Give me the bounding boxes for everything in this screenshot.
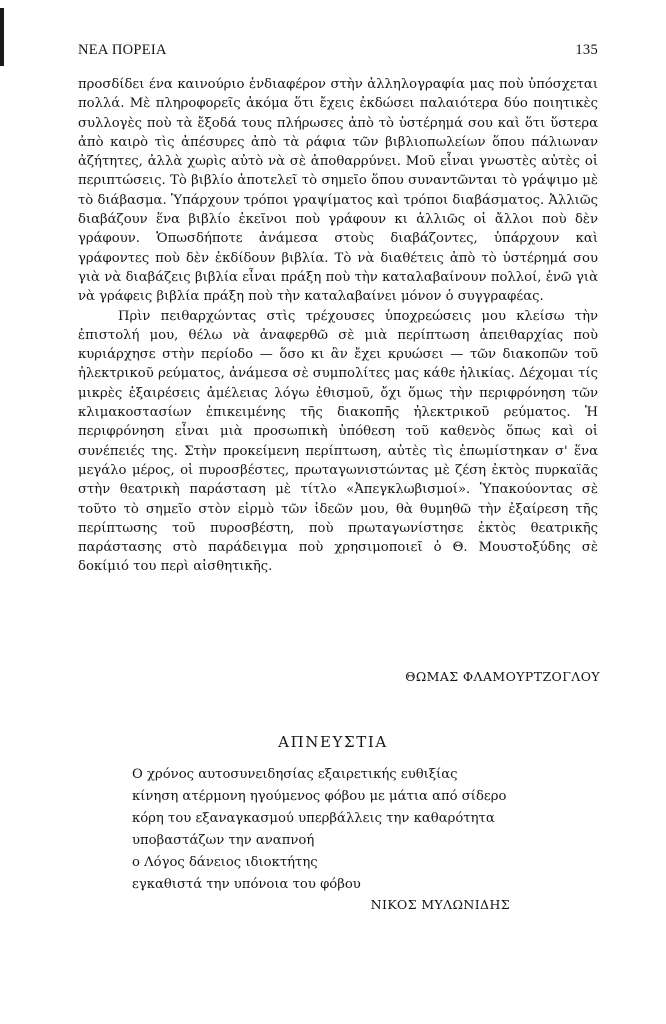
running-header	[78, 42, 598, 62]
poem-signature: ΝΙΚΟΣ ΜΥΛΩΝΙΔΗΣ	[370, 897, 510, 912]
letter-paragraph-2: Πρὶν πειθαρχώντας στὶς τρέχουσες ὑποχρεώσεις μου κλείσω τὴν ἐπιστολή μου, θέλω νὰ ἀναφερθῶ σὲ μιὰ περίπτωση ἀπειθαρχίας ποὺ κυριάρχησε στὴν περίοδο — ὅσο κι ἂν ἔχει κρυώσει — τῶν διακοπῶν τοῦ ἠλεκτρικοῦ ρεύματος, ἀνάμεσα σὲ συμπολίτες μας κάθε ἡλικίας. Δέχομαι τίς μικρὲς ἐξαιρέσεις ἀμέλειας λόγω ἐθισμοῦ, ὄχι ὅμως τὴν περιφρόνηση τῶν κλιμακοστασίων ἐπικειμένης τῆς διακοπῆς ἠλεκτρικοῦ ρεύματος. Ἡ περιφρόνηση εἶναι μιὰ προσωπικὴ ὑπόθεση τοῦ καθενὸς ὅπως καὶ οἱ συνέπειές της. Στὴν προκείμενη περίπτωση, αὐτὲς τὶς ἐπωμίστηκαν σ' ἕνα μεγάλο μέρος, οἱ πυροσβέστες, πρωταγωνιστώντας μὲ ζέση ἐκτὸς πυρκαϊᾶς στὴν θεατρικὴ παράσταση μὲ τίτλο «Ἀπεγκλωβισμοί». Ὑπακούοντας σὲ τοῦτο τὸ σημεῖο στὸν εἱρμὸ τῶν ἰδεῶν μου, θὰ θυμηθῶ τὴν ἐξαίρεση τῆς περίπτωσης τοῦ πυροσβέστη, ποὺ πρωταγωνίστησε ἐκτὸς θεατρικῆς παράστασης στὸ παράδειγμα ποὺ χρησιμοποιεῖ ὁ Θ. Μουστοξύδης σὲ δοκίμιό του περὶ αἰσθητικῆς.	[78, 308, 598, 575]
letter-body	[78, 75, 598, 577]
journal-title: ΝΕΑ ΠΟΡΕΙΑ	[78, 42, 167, 58]
poem-line-4: υποβαστάζων την αναπνοή	[132, 833, 315, 848]
poem-line-1: Ο χρόνος αυτοσυνειδησίας εξαιρετικής ευθιξίας	[132, 767, 458, 782]
page-edge-mark	[0, 8, 4, 66]
poem-line-6: εγκαθιστά την υπόνοια του φόβου	[132, 877, 361, 892]
letter-paragraph-1: προσδίδει ένα καινούριο ἐνδιαφέρον στὴν ἀλληλογραφία μας ποὺ ὑπόσχεται πολλά. Μὲ πληροφορεῖς ἀκόμα ὅτι ἔχεις ἐκδώσει παλαιότερα δύο ποιητικὲς συλλογὲς ποὺ τὰ ἔξοδά τους πλήρωσες ἀπὸ τὸ ὑστέρημά σου καὶ ὅτι ὕστερα ἀπὸ καιρὸ τὶς ἀπέσυρες ἀπὸ τὰ ράφια τῶν βιβλιοπωλείων ὅπου πάλιωναν ἀζήτητες, ἀλλὰ χωρὶς αὐτὸ νὰ σὲ ἀποθαρρύνει. Μοῦ εἶναι γνωστὲς αὐτὲς οἱ περιπτώσεις. Τὸ βιβλίο ἀποτελεῖ τὸ σημεῖο ὅπου συναντῶνται τὸ γράψιμο μὲ τὸ διάβασμα. Ὑπάρχουν τρόποι γραψίματος καὶ τρόποι διαβάσματος. Ἀλλιῶς διαβάζουν ἕνα βιβλίο ἐκεῖνοι ποὺ γράφουν κι ἀλλιῶς οἱ ἄλλοι ποὺ δὲν γράφουν. Ὁπωσδήποτε ἀνάμεσα στοὺς διαβάζοντες, ὑπάρχουν καὶ γράφοντες ποὺ δὲν ἐκδίδουν βιβλία. Τὸ νὰ διαθέτεις ἀπὸ τὸ ὑστέρημά σου γιὰ νὰ διαβάζεις βιβλία εἶναι πράξη ποὺ τὴν καταλαβαίνουν πολλοί, ἐνῶ γιὰ νὰ γράφεις βιβλία πράξη ποὺ τὴν καταλαβαίνει μόνον ὁ συγγραφέας.	[78, 77, 598, 305]
poem-body	[132, 764, 552, 896]
poem-line-3: κόρη του εξαναγκασμού υπερβάλλεις την καθαρότητα	[132, 811, 495, 826]
page-number: 135	[575, 42, 598, 58]
poem-line-5: ο Λόγος δάνειος ιδιοκτήτης	[132, 855, 318, 870]
poem-title: ΑΠΝΕΥΣΤΙΑ	[278, 733, 388, 751]
poem-line-2: κίνηση ατέρμονη ηγούμενος φόβου με μάτια από σίδερο	[132, 789, 507, 804]
letter-signature: ΘΩΜΑΣ ΦΛΑΜΟΥΡΤΖΟΓΛΟΥ	[405, 669, 600, 684]
